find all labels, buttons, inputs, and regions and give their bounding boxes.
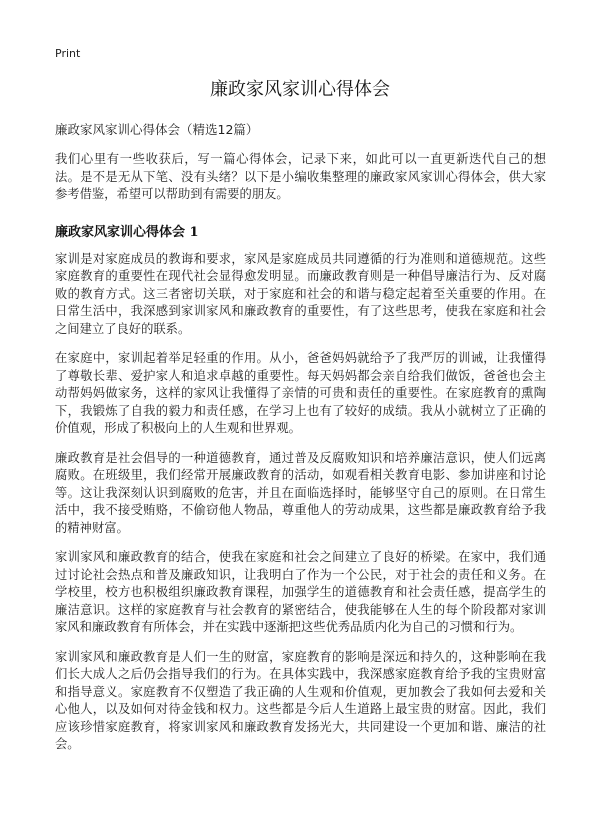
body-paragraph-2: 在家庭中，家训起着举足轻重的作用。从小，爸爸妈妈就给予了我严厉的训诫，让我懂得了尊敬长辈、爱护家人和追求卓越的重要性。每天妈妈都会亲自给我们做饭，爸爸也会主动帮妈妈做家务，这样的家风让我懂得了亲情的可贵和责任的重要性。在家庭教育的熏陶下，我锻炼了自我的毅力和责任感，在学习上也有了较好的成绩。我从小就树立了正确的价值观，形成了积极向上的人生观和世界观。 [55, 351, 546, 435]
page-title: 廉政家风家训心得体会 [210, 79, 390, 100]
body-paragraph-1: 家训是对家庭成员的教诲和要求，家风是家庭成员共同遵循的行为准则和道德规范。这些家庭教育的重要性在现代社会显得愈发明显。而廉政教育则是一种倡导廉洁行为、反对腐败的教育方式。这三者密切关联，对于家庭和社会的和谐与稳定起着至关重要的作用。在日常生活中，我深感到家训家风和廉政教育的重要性，有了这些思考，使我在家庭和社会之间建立了良好的联系。 [55, 251, 546, 336]
document-subtitle: 廉政家风家训心得体会（精选12篇） [55, 122, 259, 137]
article-body [55, 151, 546, 766]
body-paragraph-3: 廉政教育是社会倡导的一种道德教育，通过普及反腐败知识和培养廉洁意识，使人们远离腐败。在班级里，我们经常开展廉政教育的活动，如观看相关教育电影、参加讲座和讨论等。这让我深刻认识到腐败的危害，并且在面临选择时，能够坚守自己的原则。在日常生活中，我不接受贿赂，不偷窃他人物品，尊重他人的劳动成果，这些都是廉政教育给予我的精神财富。 [55, 450, 546, 535]
print-link[interactable]: Print [55, 47, 81, 60]
section-heading: 廉政家风家训心得体会 1 [55, 224, 199, 240]
body-paragraph-5: 家训家风和廉政教育是人们一生的财富，家庭教育的影响是深远和持久的，这种影响在我们长大成人之后仍会指导我们的行为。在具体实践中，我深感家庭教育给予我的宝贵财富和指导意义。家庭教育不仅塑造了我正确的人生观和价值观，更加教会了我如何去爱和关心他人，以及如何对待金钱和权力。这些都是今后人生道路上最宝贵的财富。因此，我们应该珍惜家庭教育，将家训家风和廉政教育发扬光大，共同建设一个更加和谐、廉洁的社会。 [55, 649, 546, 751]
body-paragraph-4: 家训家风和廉政教育的结合，使我在家庭和社会之间建立了良好的桥梁。在家中，我们通过讨论社会热点和普及廉政知识，让我明白了作为一个公民，对于社会的责任和义务。在学校里，校方也积极组织廉政教育课程，加强学生的道德教育和社会责任感，提高学生的廉洁意识。这样的家庭教育与社会教育的紧密结合，使我能够在人生的每个阶段都对家训家风和廉政教育有所体会，并在实践中逐渐把这些优秀品质内化为自己的习惯和行为。 [55, 550, 546, 634]
intro-paragraph: 我们心里有一些收获后，写一篇心得体会，记录下来，如此可以一直更新迭代自己的想法。是不是无从下笔、没有头绪？以下是小编收集整理的廉政家风家训心得体会，供大家参考借鉴，希望可以帮助到有需要的朋友。 [55, 152, 546, 201]
